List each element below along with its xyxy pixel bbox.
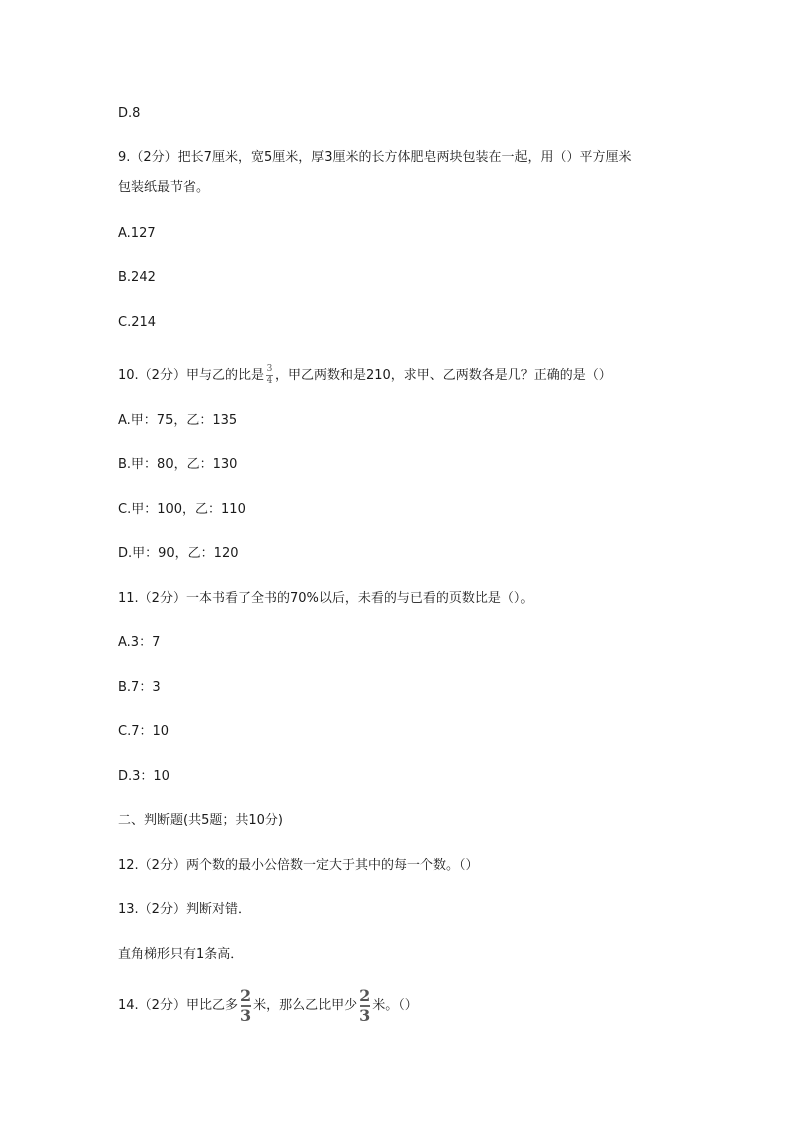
question-9-text: 9.（2分）把长7厘米，宽5厘米，厚3厘米的长方体肥皂两块包装在一起，用（）平方厘米 [118,150,632,165]
question-13-text: 13.（2分）判断对错． [118,902,251,917]
q11-option-c: C.7：10 [118,724,170,739]
fraction-numerator: 2 [359,985,371,1005]
fraction-three-quarters [266,365,273,386]
question-14-text [118,986,418,1026]
q10-option-b: B.甲：80，乙：130 [118,457,238,472]
question-10-text [118,360,612,392]
q14-text-mid: 米，那么乙比甲少 [253,998,358,1013]
fraction-numerator: 3 [266,364,273,374]
q10-text-post: ，甲乙两数和是210，求甲、乙两数各是几？正确的是（） [274,368,612,383]
fraction-two-thirds [239,985,252,1025]
q14-text-post: 米。（） [372,998,418,1013]
question-9-text-cont: 包装纸最节省。 [118,180,210,195]
question-12-text: 12.（2分）两个数的最小公倍数一定大于其中的每一个数。（） [118,858,479,873]
q10-option-a: A.甲：75，乙：135 [118,413,238,428]
section-heading-judgement: 二、判断题(共5题；共10分) [118,813,283,828]
option-d-8: D.8 [118,106,141,121]
q9-option-c: C.214 [118,315,157,330]
q9-option-a: A.127 [118,226,156,241]
q9-option-b: B.242 [118,270,156,285]
q10-option-c: C.甲：100，乙：110 [118,502,246,517]
fraction-denominator: 3 [239,1005,252,1025]
q11-option-b: B.7：3 [118,680,161,695]
fraction-denominator: 3 [359,1005,371,1025]
fraction-numerator: 2 [239,985,252,1005]
fraction-denominator: 4 [266,376,273,386]
q10-text-pre: 10.（2分）甲与乙的比是 [118,368,264,383]
question-13-statement: 直角梯形只有1条高． [118,947,244,962]
q11-option-a: A.3：7 [118,635,161,650]
q14-text-pre: 14.（2分）甲比乙多 [118,998,238,1013]
question-11-text: 11.（2分）一本书看了全书的70%以后，未看的与已看的页数比是（）。 [118,591,534,606]
q10-option-d: D.甲：90，乙：120 [118,546,239,561]
q11-option-d: D.3：10 [118,769,170,784]
fraction-two-thirds [359,985,371,1025]
